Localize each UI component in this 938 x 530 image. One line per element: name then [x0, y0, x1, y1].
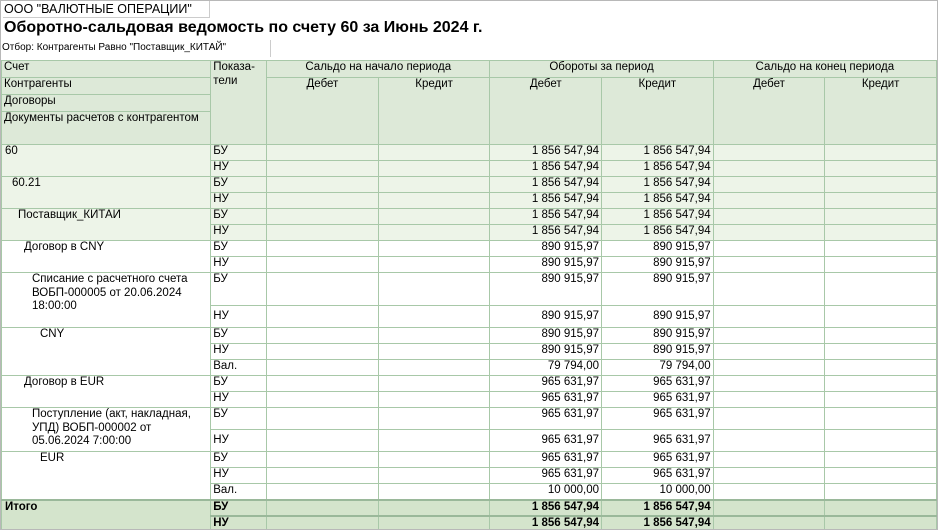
closing-debit — [713, 161, 825, 177]
row-indicator: БУ — [211, 177, 267, 193]
turnover-debit: 890 915,97 — [490, 241, 602, 257]
opening-credit — [378, 344, 490, 360]
header-account: Счет — [2, 61, 211, 78]
turnover-debit: 965 631,97 — [490, 430, 602, 452]
header-indicators: Показа-тели — [211, 61, 267, 145]
turnover-debit: 965 631,97 — [490, 376, 602, 392]
closing-credit — [825, 452, 937, 468]
closing-debit — [713, 430, 825, 452]
header-counterparties: Контрагенты — [2, 78, 211, 95]
row-name: Итого — [2, 500, 211, 530]
header-opening-balance: Сальдо на начало периода — [267, 61, 490, 78]
closing-debit — [713, 484, 825, 500]
turnover-debit: 890 915,97 — [490, 273, 602, 306]
closing-debit — [713, 177, 825, 193]
closing-debit — [713, 468, 825, 484]
opening-credit — [378, 360, 490, 376]
turnover-credit: 1 856 547,94 — [602, 209, 714, 225]
row-indicator: БУ — [211, 209, 267, 225]
opening-debit — [267, 376, 379, 392]
closing-credit — [825, 257, 937, 273]
closing-credit — [825, 193, 937, 209]
closing-debit — [713, 452, 825, 468]
turnover-credit: 10 000,00 — [602, 484, 714, 500]
table-row — [2, 177, 937, 193]
closing-debit — [713, 225, 825, 241]
opening-debit — [267, 408, 379, 430]
closing-credit — [825, 360, 937, 376]
closing-credit — [825, 273, 937, 306]
opening-debit — [267, 161, 379, 177]
report-title: Оборотно-сальдовая ведомость по счету 60 за Июнь 2024 г. — [4, 19, 483, 36]
opening-credit — [378, 225, 490, 241]
turnover-debit: 965 631,97 — [490, 452, 602, 468]
row-name: 60.21 — [2, 177, 211, 209]
row-indicator: НУ — [211, 430, 267, 452]
opening-debit — [267, 225, 379, 241]
closing-credit — [825, 161, 937, 177]
opening-credit — [378, 145, 490, 161]
opening-debit — [267, 392, 379, 408]
table-row — [2, 241, 937, 257]
closing-credit — [825, 328, 937, 344]
row-indicator: БУ — [211, 408, 267, 430]
turnover-debit: 890 915,97 — [490, 257, 602, 273]
turnover-credit: 1 856 547,94 — [602, 225, 714, 241]
row-indicator: НУ — [211, 306, 267, 328]
row-name: 60 — [2, 145, 211, 177]
closing-debit — [713, 392, 825, 408]
row-indicator: Вал. — [211, 484, 267, 500]
report-filter: Отбор: Контрагенты Равно "Поставщик_КИТАЙ" — [2, 42, 227, 53]
opening-debit — [267, 273, 379, 306]
opening-credit — [378, 193, 490, 209]
opening-debit — [267, 306, 379, 328]
closing-credit — [825, 306, 937, 328]
closing-debit — [713, 193, 825, 209]
opening-debit — [267, 193, 379, 209]
closing-debit — [713, 328, 825, 344]
organization-name: ООО "ВАЛЮТНЫЕ ОПЕРАЦИИ" — [4, 2, 192, 16]
row-indicator: НУ — [211, 344, 267, 360]
closing-credit — [825, 500, 937, 516]
turnover-debit: 1 856 547,94 — [490, 209, 602, 225]
opening-credit — [378, 430, 490, 452]
turnover-credit: 1 856 547,94 — [602, 516, 714, 530]
row-name: Договор в EUR — [2, 376, 211, 408]
header-opening-debit: Дебет — [267, 78, 379, 145]
turnover-debit: 1 856 547,94 — [490, 177, 602, 193]
header-closing-debit: Дебет — [713, 78, 825, 145]
opening-credit — [378, 452, 490, 468]
row-indicator: Вал. — [211, 360, 267, 376]
opening-credit — [378, 392, 490, 408]
turnover-credit: 965 631,97 — [602, 392, 714, 408]
closing-debit — [713, 241, 825, 257]
closing-credit — [825, 408, 937, 430]
closing-credit — [825, 516, 937, 530]
table-row — [2, 273, 937, 306]
opening-debit — [267, 344, 379, 360]
turnover-credit: 965 631,97 — [602, 376, 714, 392]
closing-credit — [825, 209, 937, 225]
table-row — [2, 500, 937, 516]
row-name: Поступление (акт, накладная, УПД) ВОБП-000002 от 05.06.2024 7:00:00 — [2, 408, 211, 452]
turnover-credit: 1 856 547,94 — [602, 161, 714, 177]
turnover-debit: 10 000,00 — [490, 484, 602, 500]
opening-debit — [267, 452, 379, 468]
table-row — [2, 376, 937, 392]
opening-credit — [378, 241, 490, 257]
opening-debit — [267, 177, 379, 193]
closing-debit — [713, 344, 825, 360]
header-closing-credit: Кредит — [825, 78, 937, 145]
turnover-debit: 79 794,00 — [490, 360, 602, 376]
turnover-debit: 890 915,97 — [490, 306, 602, 328]
table-row — [2, 145, 937, 161]
opening-credit — [378, 161, 490, 177]
opening-debit — [267, 468, 379, 484]
opening-credit — [378, 209, 490, 225]
opening-credit — [378, 257, 490, 273]
row-indicator: НУ — [211, 468, 267, 484]
header-contracts: Договоры — [2, 95, 211, 112]
turnover-credit: 890 915,97 — [602, 306, 714, 328]
opening-credit — [378, 516, 490, 530]
turnover-credit: 890 915,97 — [602, 273, 714, 306]
turnover-credit: 79 794,00 — [602, 360, 714, 376]
turnover-credit: 1 856 547,94 — [602, 193, 714, 209]
closing-debit — [713, 500, 825, 516]
opening-credit — [378, 177, 490, 193]
turnover-debit: 890 915,97 — [490, 344, 602, 360]
turnover-credit: 965 631,97 — [602, 452, 714, 468]
opening-debit — [267, 430, 379, 452]
closing-credit — [825, 145, 937, 161]
turnover-debit: 1 856 547,94 — [490, 161, 602, 177]
table-row — [2, 452, 937, 468]
opening-credit — [378, 408, 490, 430]
row-indicator: БУ — [211, 273, 267, 306]
balance-sheet-table — [1, 60, 937, 530]
turnover-credit: 890 915,97 — [602, 328, 714, 344]
turnover-debit: 965 631,97 — [490, 408, 602, 430]
opening-credit — [378, 484, 490, 500]
table-row — [2, 328, 937, 344]
opening-debit — [267, 484, 379, 500]
closing-credit — [825, 392, 937, 408]
opening-debit — [267, 516, 379, 530]
closing-debit — [713, 408, 825, 430]
turnover-credit: 965 631,97 — [602, 408, 714, 430]
row-indicator: НУ — [211, 257, 267, 273]
closing-credit — [825, 225, 937, 241]
opening-debit — [267, 360, 379, 376]
header-documents: Документы расчетов с контрагентом — [2, 112, 211, 145]
closing-debit — [713, 360, 825, 376]
opening-debit — [267, 328, 379, 344]
turnover-debit: 1 856 547,94 — [490, 500, 602, 516]
header-turnover-credit: Кредит — [602, 78, 714, 145]
closing-debit — [713, 273, 825, 306]
turnover-credit: 1 856 547,94 — [602, 177, 714, 193]
turnover-credit: 890 915,97 — [602, 257, 714, 273]
row-indicator: БУ — [211, 452, 267, 468]
closing-debit — [713, 376, 825, 392]
opening-credit — [378, 306, 490, 328]
row-indicator: БУ — [211, 145, 267, 161]
header-closing-balance: Сальдо на конец периода — [713, 61, 936, 78]
closing-credit — [825, 430, 937, 452]
turnover-credit: 890 915,97 — [602, 241, 714, 257]
opening-debit — [267, 209, 379, 225]
turnover-credit: 965 631,97 — [602, 430, 714, 452]
closing-credit — [825, 468, 937, 484]
row-indicator: НУ — [211, 193, 267, 209]
turnover-debit: 965 631,97 — [490, 392, 602, 408]
table-row — [2, 408, 937, 430]
row-indicator: БУ — [211, 500, 267, 516]
closing-credit — [825, 177, 937, 193]
row-name: CNY — [2, 328, 211, 376]
table-row — [2, 209, 937, 225]
row-name: Списание с расчетного счета ВОБП-000005 от 20.06.2024 18:00:00 — [2, 273, 211, 328]
closing-credit — [825, 484, 937, 500]
header-turnover-debit: Дебет — [490, 78, 602, 145]
turnover-debit: 1 856 547,94 — [490, 225, 602, 241]
turnover-credit: 1 856 547,94 — [602, 145, 714, 161]
closing-credit — [825, 376, 937, 392]
turnover-debit: 890 915,97 — [490, 328, 602, 344]
opening-credit — [378, 376, 490, 392]
opening-debit — [267, 241, 379, 257]
turnover-credit: 1 856 547,94 — [602, 500, 714, 516]
row-indicator: БУ — [211, 328, 267, 344]
opening-debit — [267, 257, 379, 273]
closing-debit — [713, 306, 825, 328]
closing-credit — [825, 241, 937, 257]
opening-debit — [267, 145, 379, 161]
turnover-credit: 965 631,97 — [602, 468, 714, 484]
closing-debit — [713, 145, 825, 161]
row-name: Договор в CNY — [2, 241, 211, 273]
row-indicator: НУ — [211, 392, 267, 408]
closing-debit — [713, 516, 825, 530]
row-indicator: НУ — [211, 516, 267, 530]
header-turnover: Обороты за период — [490, 61, 713, 78]
row-indicator: НУ — [211, 161, 267, 177]
row-name: Поставщик_КИТАЙ — [2, 209, 211, 241]
row-indicator: НУ — [211, 225, 267, 241]
row-name: EUR — [2, 452, 211, 500]
opening-credit — [378, 328, 490, 344]
turnover-debit: 1 856 547,94 — [490, 516, 602, 530]
closing-debit — [713, 209, 825, 225]
turnover-debit: 965 631,97 — [490, 468, 602, 484]
closing-credit — [825, 344, 937, 360]
closing-debit — [713, 257, 825, 273]
header-opening-credit: Кредит — [378, 78, 490, 145]
turnover-debit: 1 856 547,94 — [490, 193, 602, 209]
opening-credit — [378, 273, 490, 306]
opening-credit — [378, 468, 490, 484]
opening-credit — [378, 500, 490, 516]
turnover-credit: 890 915,97 — [602, 344, 714, 360]
opening-debit — [267, 500, 379, 516]
turnover-debit: 1 856 547,94 — [490, 145, 602, 161]
row-indicator: БУ — [211, 376, 267, 392]
row-indicator: БУ — [211, 241, 267, 257]
